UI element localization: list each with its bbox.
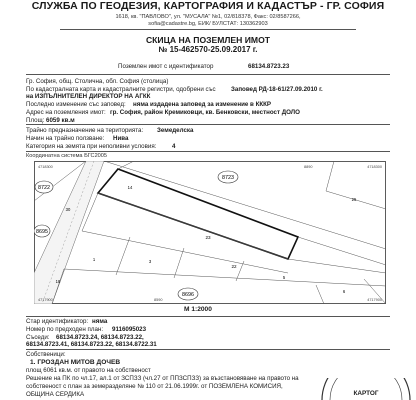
prev-plan-label: Номер по предходен план:	[26, 326, 104, 333]
parcel-label-25: 25	[351, 197, 357, 202]
block-marker-8695	[34, 225, 50, 237]
footer-top-rule	[26, 316, 390, 317]
coord-label-top-right: 4718300	[367, 165, 382, 169]
parcel-label-6: 6	[342, 289, 346, 294]
info-mid-rule	[26, 124, 390, 125]
parcel-label-14: 14	[127, 185, 133, 190]
parcel-label-5: 5	[282, 275, 286, 280]
owner-1-share: площ 6061 кв.м. от правото на собственост	[26, 367, 151, 374]
document-title: СКИЦА НА ПОЗЕМЛЕН ИМОТ	[145, 35, 271, 45]
parcel-label-1: 1	[92, 257, 96, 262]
official-stamp	[316, 378, 416, 400]
footer-mid-rule	[26, 349, 390, 350]
cadastre-basis: По кадастралната карта и кадастралните регистри, одобрени със	[26, 86, 216, 93]
easting-label-left: 8590	[154, 298, 163, 302]
block-label-8723: 8723	[222, 175, 234, 181]
usage-label: Начин на трайно ползване:	[26, 135, 105, 142]
road-label-30: 30	[65, 207, 71, 212]
last-change-value: няма издадена заповед за изменение в КККР	[133, 101, 272, 108]
neighbours-value-1: 68134.8723.24, 68134.8723.22,	[56, 334, 144, 341]
owner-1-basis-1: Решение на ПК по чл.17, ал.1 от ЗСПЗЗ (чл.27 от ППЗСПЗЗ) за възстановяване на правото на	[26, 375, 299, 382]
order-value: Заповед РД-18-61/27.09.2010 г.	[231, 86, 323, 93]
coord-label-bottom-right: 4717900	[367, 298, 382, 302]
neighbours-value-2: 68134.8723.41, 68134.8723.22, 68134.8722.31	[26, 341, 157, 348]
stamp-text: КАРТОГ	[353, 390, 379, 397]
owner-1-basis-2: собственост с план за земеразделяне № 110 от 21.06.1999г. от ПОЗЕМЛЕНА КОМИСИЯ,	[26, 383, 283, 390]
category-label: Категория на земята при неполивни условия:	[26, 143, 157, 150]
parcel-label-23: 23	[205, 235, 211, 240]
address-label: Адрес на поземления имот:	[26, 109, 106, 116]
cadastral-map	[34, 161, 386, 304]
identifier-label: Поземлен имот с идентификатор	[118, 63, 214, 70]
purpose-value: Земеделска	[157, 127, 194, 134]
map-scale: М 1:2000	[184, 306, 212, 313]
document-number: № 15-462570-25.09.2017 г.	[158, 45, 258, 54]
area-value: 6059 кв.м	[46, 117, 75, 124]
block-label-8695: 8695	[36, 229, 48, 235]
old-id-value: няма	[92, 318, 108, 325]
coord-system-label: Координатна система БГС2005	[26, 153, 108, 159]
owner-1-name: 1. ГРОЗДАН МИТОВ ДОЧЕВ	[30, 359, 121, 366]
usage-value: Нива	[113, 135, 129, 142]
parcel-label-3: 3	[148, 259, 152, 264]
coord-label-top-left: 4718300	[38, 165, 53, 169]
easting-label-right: 8890	[304, 165, 313, 169]
parcel-label-22: 22	[231, 264, 237, 269]
block-marker-8723	[218, 171, 238, 183]
agency-title: СЛУЖБА ПО ГЕОДЕЗИЯ, КАРТОГРАФИЯ И КАДАСТЪР - ГР. СОФИЯ	[31, 0, 385, 12]
block-label-8696: 8696	[182, 292, 194, 298]
owner-1-basis-3: ОБЩИНА СЕРДИКА	[26, 391, 85, 398]
director-line: на ИЗПЪЛНИТЕЛЕН ДИРЕКТОР НА АГКК	[26, 93, 151, 100]
coord-label-bottom-left: 4717900	[38, 298, 53, 302]
purpose-label: Трайно предназначение на територията:	[26, 127, 144, 134]
neighbours-label: Съседи:	[26, 334, 50, 341]
header-divider	[60, 29, 356, 30]
agency-contact: sofia@cadastre.bg, ЕИК/ БУЛСТАТ: 130362903	[148, 21, 268, 27]
info-top-rule	[26, 74, 390, 75]
address-value: гр. София, район Кремиковци, кв. Бенковски, местност ДОЛО	[110, 109, 300, 116]
road-label-18: 18	[55, 279, 61, 284]
category-value: 4	[172, 143, 176, 150]
last-change-label: Последно изменение със заповед:	[26, 101, 126, 108]
block-marker-8722	[35, 181, 53, 193]
area-label: Площ:	[26, 117, 45, 124]
info-bottom-rule	[26, 151, 390, 152]
identifier-value: 68134.8723.23	[248, 63, 290, 70]
agency-address: 1618, кв. "ПАВЛОВО", ул. "МУСАЛА" №1, 02/818378, Факс: 02/8587266,	[115, 14, 301, 20]
location-line: Гр. София, общ. Столична, обл. София (столица)	[26, 78, 169, 85]
block-label-8722: 8722	[38, 185, 50, 191]
old-id-label: Стар идентификатор:	[26, 318, 89, 325]
owners-label: Собственици:	[26, 351, 66, 358]
prev-plan-value: 9116095023	[112, 326, 147, 333]
block-marker-8696	[178, 288, 198, 300]
